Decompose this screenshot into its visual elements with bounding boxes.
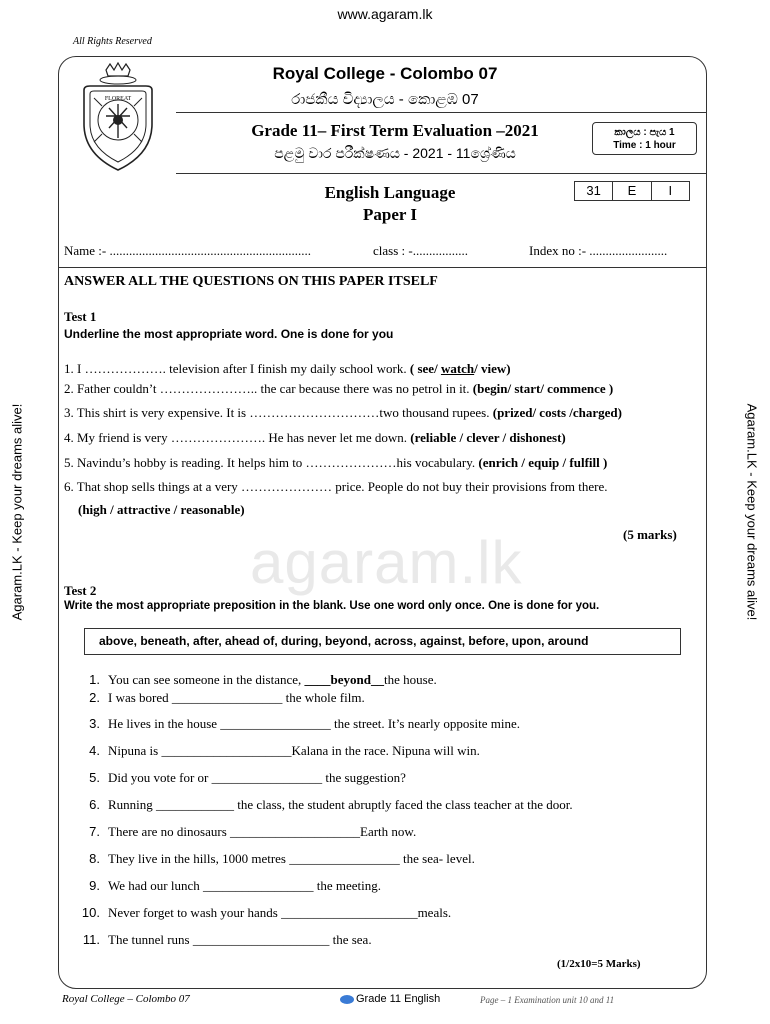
item-number: 9. — [89, 878, 100, 893]
test1-instruction: Underline the most appropriate word. One is done for you — [64, 327, 394, 341]
test2-item — [108, 905, 451, 921]
test2-item — [108, 824, 416, 840]
item-text-end: the sea. — [329, 932, 372, 947]
paper-code-box — [574, 181, 690, 201]
item-number: 1. — [89, 672, 100, 687]
test1-q6 — [64, 479, 608, 495]
name-field[interactable]: Name :- .............................................................. — [64, 243, 311, 258]
test2-instruction: Write the most appropriate preposition in the blank. Use one word only once. One is done for you. — [64, 600, 600, 612]
q3-options[interactable]: (prized/ costs /charged) — [492, 405, 622, 420]
q6-options[interactable]: (high / attractive / reasonable) — [78, 502, 245, 517]
test2-item — [108, 716, 520, 732]
item-text-end: the whole film. — [282, 690, 365, 705]
item-answer-example: ____beyond__ — [304, 672, 384, 687]
site-url[interactable]: www.agaram.lk — [337, 6, 433, 22]
item-number: 11. — [82, 932, 100, 947]
exam-title-sinhala: පළමු වාර පරීක්ෂණය - 2021 - 11ශ්‍රේණිය — [274, 145, 516, 161]
item-number: 3. — [89, 716, 100, 731]
item-text-end: meals. — [417, 905, 452, 920]
answer-blank[interactable]: _____________________ — [281, 905, 418, 920]
item-text: The tunnel runs — [108, 932, 193, 947]
paper-title: Paper I — [363, 205, 417, 224]
index-field[interactable]: Index no :- ........................ — [529, 243, 668, 258]
item-text: Running — [108, 797, 157, 812]
q1-text: 1. I ………………. television after I finish my daily school work. — [64, 361, 410, 376]
crest-icon — [76, 62, 160, 174]
header-divider-2 — [176, 173, 706, 174]
q1-option-a: ( see/ — [409, 361, 441, 376]
side-slogan-right: Agaram.LK - Keep your dreams alive! — [744, 403, 760, 621]
answer-blank[interactable]: ____________________ — [230, 824, 361, 839]
item-text-end: Kalana in the race. Nipuna will win. — [291, 743, 480, 758]
time-box — [592, 122, 697, 155]
item-number: 5. — [89, 770, 100, 785]
q5-text: 5. Navindu’s hobby is reading. It helps him to …………………his vocabulary. — [64, 455, 479, 470]
answer-blank[interactable]: ____________________ — [161, 743, 292, 758]
footer-logo-icon — [340, 995, 354, 1004]
time-sinhala: කාලය : පැය 1 — [614, 127, 675, 138]
test2-item — [108, 690, 365, 706]
rights-reserved: All Rights Reserved — [73, 36, 152, 47]
item-text: We had our lunch — [108, 878, 203, 893]
test1-q3 — [64, 405, 622, 421]
test2-title: Test 2 — [64, 583, 97, 598]
item-text: They live in the hills, 1000 metres — [108, 851, 290, 866]
word-bank-box: above, beneath, after, ahead of, during, beyond, across, against, before, upon, around — [84, 628, 681, 655]
test1-q5 — [64, 455, 607, 471]
test2-item — [108, 797, 573, 813]
test2-marks: (1/2x10=5 Marks) — [557, 958, 641, 970]
q3-text: 3. This shirt is very expensive. It is …………………………two thousand rupees. — [64, 405, 493, 420]
item-text-end: the house. — [384, 672, 437, 687]
item-text-end: the street. It’s nearly opposite mine. — [330, 716, 520, 731]
q6-text: 6. That shop sells things at a very ………………… price. People do not buy their provisions from there. — [64, 479, 608, 494]
item-text: Did you vote for or — [108, 770, 212, 785]
test2-item — [108, 932, 372, 948]
item-number: 7. — [89, 824, 100, 839]
item-text-end: the sea- level. — [399, 851, 475, 866]
school-crest — [76, 62, 160, 174]
item-text: You can see someone in the distance, — [108, 672, 305, 687]
school-name-sinhala: රාජකීය විද්‍යාලය - කොළඹ 07 — [291, 91, 479, 108]
item-text-end: the meeting. — [313, 878, 381, 893]
footer-subject — [340, 993, 440, 1005]
answer-blank[interactable]: _________________ — [211, 770, 323, 785]
q1-option-c: / view) — [474, 361, 511, 376]
section-divider — [58, 267, 707, 268]
item-text: Nipuna is — [108, 743, 162, 758]
answer-blank[interactable]: _________________ — [202, 878, 314, 893]
item-number: 2. — [89, 690, 100, 705]
school-name: Royal College - Colombo 07 — [272, 64, 498, 83]
item-text: He lives in the house — [108, 716, 221, 731]
item-text-end: the suggestion? — [322, 770, 406, 785]
footer-school: Royal College – Colombo 07 — [62, 993, 190, 1005]
exam-title: Grade 11– First Term Evaluation –2021 — [251, 121, 539, 140]
q1-answer-underlined: watch — [440, 361, 475, 376]
item-text: There are no dinosaurs — [108, 824, 231, 839]
item-number: 4. — [89, 743, 100, 758]
test2-item — [108, 851, 475, 867]
test1-q4 — [64, 430, 566, 446]
item-text-end: the class, the student abruptly faced the class teacher at the door. — [234, 797, 573, 812]
class-field[interactable]: class : -................. — [373, 243, 468, 258]
q5-options[interactable]: (enrich / equip / fulfill ) — [478, 455, 608, 470]
test1-q1 — [64, 361, 511, 377]
footer-subject-text: Grade 11 English — [356, 993, 441, 1005]
footer-page-info: Page – 1 Examination unit 10 and 11 — [480, 995, 615, 1005]
header-divider — [176, 112, 706, 113]
test2-item — [108, 672, 437, 688]
code-cell: I — [668, 183, 673, 198]
item-text: I was bored — [108, 690, 172, 705]
item-number: 6. — [89, 797, 100, 812]
q4-options[interactable]: (reliable / clever / dishonest) — [410, 430, 566, 445]
code-cell: E — [613, 182, 651, 200]
code-cell: 31 — [575, 182, 613, 200]
crest-motto: FLOREAT — [104, 96, 132, 102]
test2-item — [108, 743, 480, 759]
watermark: agaram.lk — [250, 529, 523, 596]
item-number: 10. — [81, 905, 100, 920]
general-instruction: ANSWER ALL THE QUESTIONS ON THIS PAPER ITSELF — [64, 274, 438, 289]
q4-text: 4. My friend is very …………………. He has never let me down. — [64, 430, 411, 445]
test2-item — [108, 878, 381, 894]
test1-marks: (5 marks) — [623, 527, 677, 542]
answer-blank[interactable]: ____________ — [156, 797, 235, 812]
answer-blank[interactable]: _________________ — [171, 690, 283, 705]
test1-q2 — [64, 381, 613, 397]
side-slogan-left: Agaram.LK - Keep your dreams alive! — [9, 403, 25, 621]
test1-title: Test 1 — [64, 309, 97, 324]
item-text-end: Earth now. — [360, 824, 417, 839]
q2-text: 2. Father couldn’t ………………….. the car because there was no petrol in it. — [64, 381, 473, 396]
time-english: Time : 1 hour — [613, 140, 676, 151]
answer-blank[interactable]: _________________ — [289, 851, 400, 866]
item-text: Never forget to wash your hands — [108, 905, 282, 920]
answer-blank[interactable]: _________________ — [220, 716, 331, 731]
q2-options[interactable]: (begin/ start/ commence ) — [472, 381, 614, 396]
answer-blank[interactable]: _____________________ — [192, 932, 330, 947]
subject-title: English Language — [324, 183, 456, 202]
test2-item — [108, 770, 406, 786]
item-number: 8. — [89, 851, 100, 866]
